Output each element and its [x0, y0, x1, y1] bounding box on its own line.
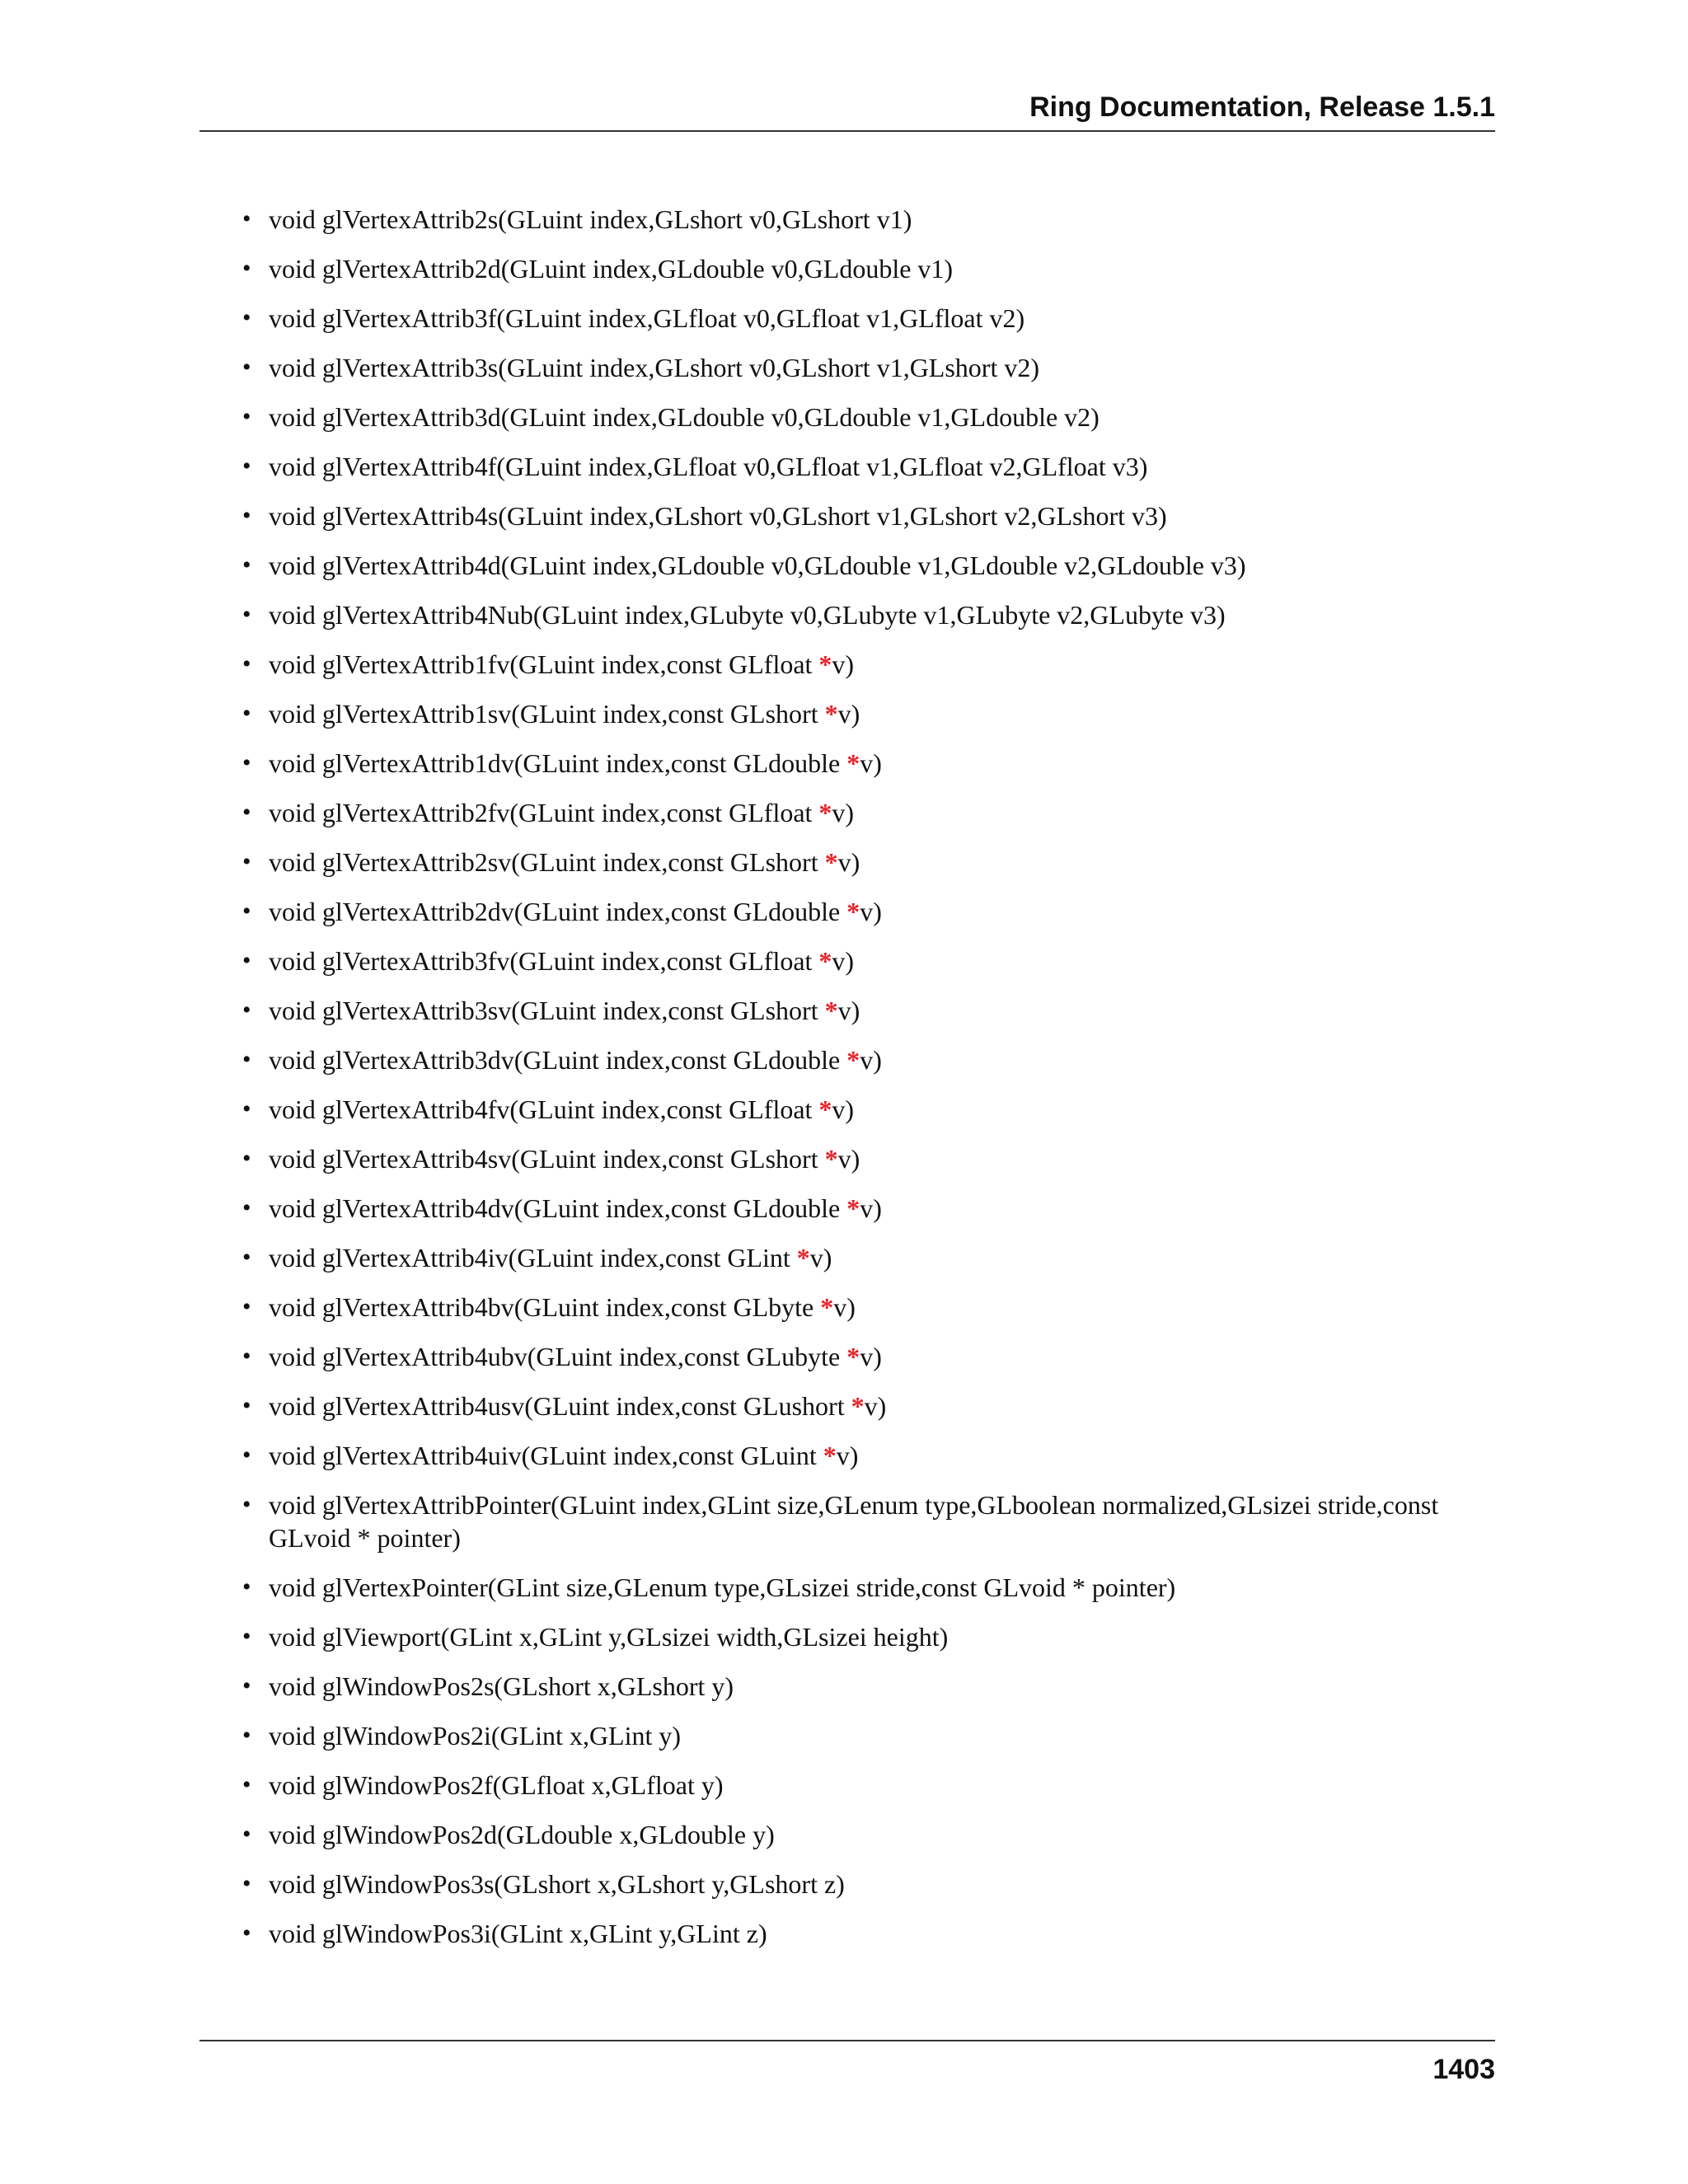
function-signature: void glVertexAttrib4iv(GLuint index,const GLint — [269, 1243, 797, 1272]
function-signature: void glWindowPos3i(GLint x,GLint y,GLint z) — [269, 1919, 767, 1948]
function-signature: void glVertexPointer(GLint size,GLenum type,GLsizei stride,const GLvoid * pointer) — [269, 1572, 1176, 1602]
bullet-icon: • — [242, 1771, 251, 1798]
list-item — [241, 697, 1495, 730]
bullet-icon: • — [242, 1623, 251, 1650]
bullet-icon: • — [242, 601, 251, 628]
list-item — [241, 1868, 1495, 1900]
function-signature: void glVertexAttrib4ubv(GLuint index,const GLubyte — [269, 1342, 847, 1371]
list-item — [241, 1818, 1495, 1851]
bullet-icon: • — [242, 1343, 251, 1370]
pointer-asterisk: * — [818, 798, 832, 827]
list-item — [241, 1340, 1495, 1373]
bullet-icon: • — [242, 1293, 251, 1320]
bullet-icon: • — [242, 1672, 251, 1699]
list-item — [241, 1093, 1495, 1126]
function-signature: void glVertexAttrib4bv(GLuint index,const GLbyte — [269, 1292, 821, 1322]
function-signature: void glWindowPos2f(GLfloat x,GLfloat y) — [269, 1770, 724, 1800]
function-signature-end: v) — [832, 1094, 855, 1124]
function-signature: void glVertexAttrib2sv(GLuint index,const GLshort — [269, 847, 825, 877]
list-item — [241, 1291, 1495, 1324]
list-item — [241, 1488, 1495, 1554]
bullet-icon: • — [242, 947, 251, 974]
list-item — [241, 648, 1495, 681]
list-item — [241, 252, 1495, 285]
pointer-asterisk: * — [824, 847, 838, 877]
list-item — [241, 598, 1495, 631]
bullet-icon: • — [242, 1046, 251, 1073]
function-signature-end: v) — [860, 748, 882, 778]
pointer-asterisk: * — [846, 1342, 860, 1371]
list-item — [241, 549, 1495, 582]
list-item — [241, 747, 1495, 780]
function-signature: void glVertexAttrib3sv(GLuint index,const GLshort — [269, 996, 825, 1025]
list-item — [241, 1241, 1495, 1274]
list-item — [241, 401, 1495, 434]
bullet-icon: • — [242, 1095, 251, 1122]
pointer-asterisk: * — [818, 649, 832, 679]
bullet-icon: • — [242, 749, 251, 776]
pointer-asterisk: * — [851, 1391, 865, 1421]
list-item — [241, 796, 1495, 829]
function-signature: void glWindowPos2s(GLshort x,GLshort y) — [269, 1671, 734, 1701]
bullet-icon: • — [242, 1392, 251, 1419]
bullet-icon: • — [242, 1573, 251, 1601]
function-signature: void glVertexAttrib4usv(GLuint index,const GLushort — [269, 1391, 851, 1421]
pointer-asterisk: * — [796, 1243, 810, 1272]
function-signature-end: v) — [837, 1144, 860, 1174]
bullet-icon: • — [242, 1491, 251, 1518]
pointer-asterisk: * — [846, 897, 860, 926]
bullet-icon: • — [242, 1194, 251, 1221]
function-signature: void glVertexAttrib3s(GLuint index,GLshort v0,GLshort v1,GLshort v2) — [269, 353, 1039, 382]
bullet-icon: • — [242, 1919, 251, 1947]
list-item — [241, 1043, 1495, 1076]
function-signature: void glVertexAttrib3f(GLuint index,GLfloat v0,GLfloat v1,GLfloat v2) — [269, 303, 1025, 333]
function-signature-end: v) — [837, 699, 860, 729]
list-item — [241, 1769, 1495, 1802]
list-item — [241, 1439, 1495, 1472]
bullet-icon: • — [242, 1244, 251, 1271]
bullet-icon: • — [242, 700, 251, 727]
function-signature: void glVertexAttrib2d(GLuint index,GLdouble v0,GLdouble v1) — [269, 254, 954, 284]
function-signature: void glVertexAttrib4uiv(GLuint index,const GLuint — [269, 1441, 823, 1470]
pointer-asterisk: * — [846, 748, 860, 778]
function-signature-end: v) — [833, 1292, 856, 1322]
function-signature: void glWindowPos2d(GLdouble x,GLdouble y) — [269, 1820, 775, 1849]
pointer-asterisk: * — [820, 1292, 834, 1322]
bullet-icon: • — [242, 205, 251, 232]
list-item — [241, 1670, 1495, 1703]
bullet-icon: • — [242, 898, 251, 925]
bullet-icon: • — [242, 551, 251, 579]
pointer-asterisk: * — [824, 699, 838, 729]
pointer-asterisk: * — [824, 1144, 838, 1174]
pointer-asterisk: * — [823, 1441, 837, 1470]
function-signature: void glWindowPos2i(GLint x,GLint y) — [269, 1721, 682, 1750]
list-item — [241, 351, 1495, 384]
function-signature: void glVertexAttrib4fv(GLuint index,const GLfloat — [269, 1094, 819, 1124]
bullet-icon: • — [242, 304, 251, 331]
list-item — [241, 846, 1495, 879]
list-item — [241, 1390, 1495, 1422]
list-item — [241, 1620, 1495, 1653]
function-signature: void glWindowPos3s(GLshort x,GLshort y,GLshort z) — [269, 1869, 845, 1899]
function-signature: void glViewport(GLint x,GLint y,GLsizei width,GLsizei height) — [269, 1622, 949, 1652]
function-signature: void glVertexAttrib1sv(GLuint index,const GLshort — [269, 699, 825, 729]
function-signature-end: v) — [860, 1342, 882, 1371]
function-signature-end: v) — [832, 649, 855, 679]
bullet-icon: • — [242, 452, 251, 480]
list-item — [241, 450, 1495, 483]
bullet-icon: • — [242, 996, 251, 1024]
bullet-icon: • — [242, 1722, 251, 1749]
function-signature: void glVertexAttrib2fv(GLuint index,const GLfloat — [269, 798, 819, 827]
function-signature: void glVertexAttribPointer(GLuint index,GLint size,GLenum type,GLboolean normalized,GLsizei stride,const GLvoid * pointer) — [269, 1490, 1439, 1553]
function-signature-end: v) — [809, 1243, 832, 1272]
bullet-icon: • — [242, 848, 251, 875]
bullet-icon: • — [242, 1870, 251, 1897]
page-footer — [199, 2040, 1495, 2099]
bullet-icon: • — [242, 1441, 251, 1469]
function-signature: void glVertexAttrib3dv(GLuint index,const GLdouble — [269, 1045, 847, 1075]
list-item — [241, 1571, 1495, 1604]
bullet-icon: • — [242, 650, 251, 677]
list-item — [241, 1917, 1495, 1950]
pointer-asterisk: * — [818, 946, 832, 976]
bullet-icon: • — [242, 1821, 251, 1848]
list-item — [241, 1192, 1495, 1225]
function-signature-end: v) — [832, 946, 855, 976]
function-signature: void glVertexAttrib2dv(GLuint index,const GLdouble — [269, 897, 847, 926]
pointer-asterisk: * — [846, 1045, 860, 1075]
bullet-icon: • — [242, 799, 251, 826]
function-signature: void glVertexAttrib4f(GLuint index,GLfloat v0,GLfloat v1,GLfloat v2,GLfloat v3) — [269, 452, 1148, 481]
function-signature-end: v) — [860, 1193, 882, 1223]
list-item — [241, 1142, 1495, 1175]
function-list — [241, 203, 1495, 1966]
function-signature: void glVertexAttrib1dv(GLuint index,const GLdouble — [269, 748, 847, 778]
list-item — [241, 1719, 1495, 1752]
function-signature-end: v) — [837, 847, 860, 877]
bullet-icon: • — [242, 403, 251, 430]
page-header — [199, 91, 1495, 132]
function-signature: void glVertexAttrib4sv(GLuint index,const GLshort — [269, 1144, 825, 1174]
function-signature-end: v) — [864, 1391, 887, 1421]
list-item — [241, 203, 1495, 236]
list-item — [241, 944, 1495, 977]
pointer-asterisk: * — [846, 1193, 860, 1223]
function-signature: void glVertexAttrib4Nub(GLuint index,GLubyte v0,GLubyte v1,GLubyte v2,GLubyte v3) — [269, 600, 1226, 630]
page-number: 1403 — [1432, 2054, 1495, 2085]
function-signature-end: v) — [836, 1441, 859, 1470]
list-item — [241, 302, 1495, 335]
bullet-icon: • — [242, 354, 251, 381]
function-signature: void glVertexAttrib3fv(GLuint index,const GLfloat — [269, 946, 819, 976]
bullet-icon: • — [242, 255, 251, 282]
header-title: Ring Documentation, Release 1.5.1 — [1029, 91, 1495, 123]
list-item — [241, 499, 1495, 532]
function-signature: void glVertexAttrib4d(GLuint index,GLdouble v0,GLdouble v1,GLdouble v2,GLdouble v3) — [269, 551, 1246, 580]
list-item — [241, 895, 1495, 928]
function-signature: void glVertexAttrib4s(GLuint index,GLshort v0,GLshort v1,GLshort v2,GLshort v3) — [269, 501, 1167, 531]
function-signature: void glVertexAttrib3d(GLuint index,GLdouble v0,GLdouble v1,GLdouble v2) — [269, 402, 1100, 432]
function-signature: void glVertexAttrib2s(GLuint index,GLshort v0,GLshort v1) — [269, 204, 912, 234]
bullet-icon: • — [242, 502, 251, 529]
function-signature-end: v) — [860, 897, 882, 926]
pointer-asterisk: * — [824, 996, 838, 1025]
list-item — [241, 994, 1495, 1027]
function-signature-end: v) — [860, 1045, 882, 1075]
function-signature: void glVertexAttrib1fv(GLuint index,const GLfloat — [269, 649, 819, 679]
bullet-icon: • — [242, 1145, 251, 1172]
function-signature-end: v) — [837, 996, 860, 1025]
pointer-asterisk: * — [818, 1094, 832, 1124]
function-signature-end: v) — [832, 798, 855, 827]
function-signature: void glVertexAttrib4dv(GLuint index,const GLdouble — [269, 1193, 847, 1223]
